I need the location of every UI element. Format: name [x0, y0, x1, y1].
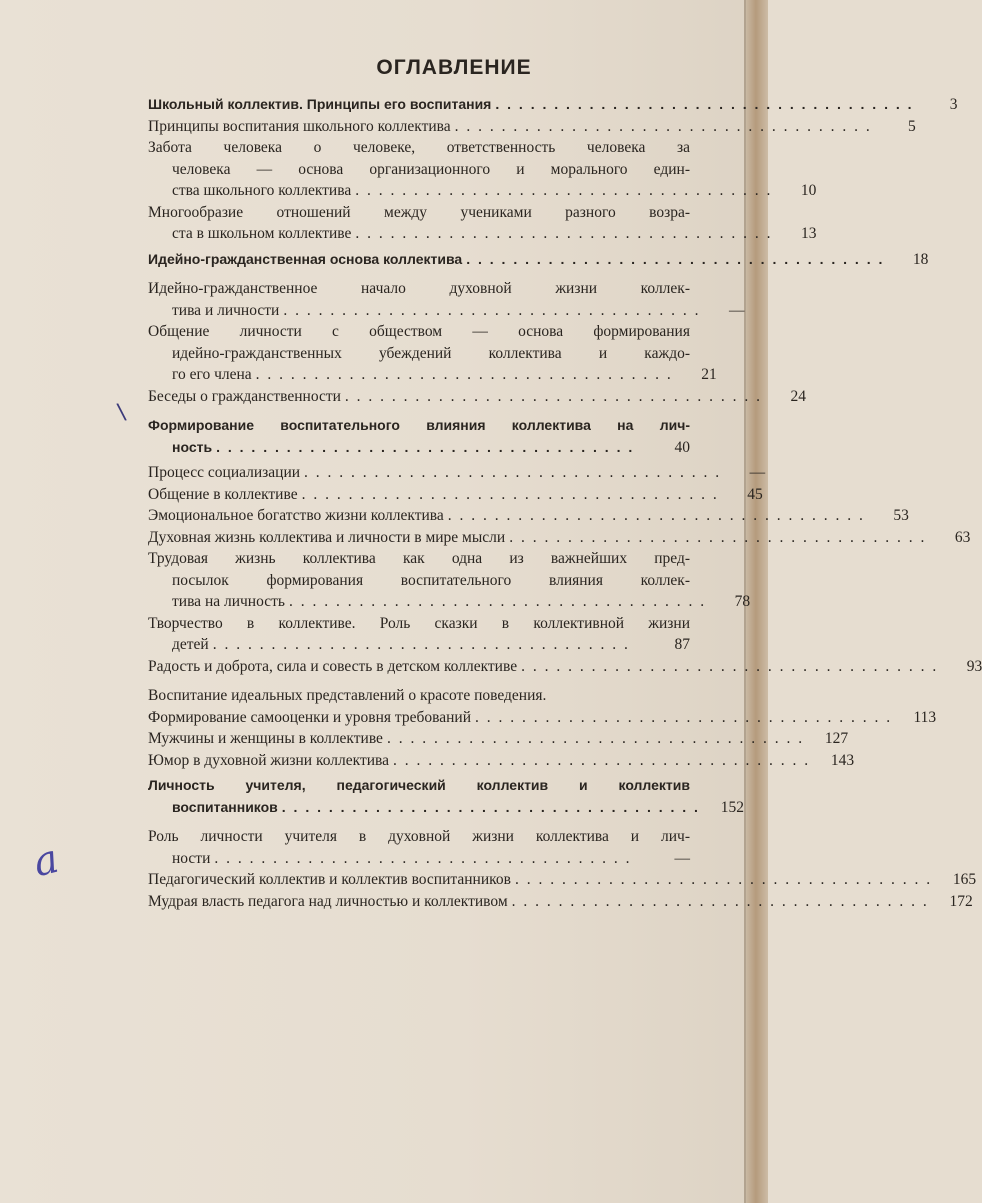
- dot-leader: . . . . . . . . . . . . . . . . . . . . . . . . . . . . . . . . . . . .: [355, 182, 773, 199]
- page-number: 172: [949, 892, 973, 910]
- page-number: 13: [801, 225, 817, 242]
- toc-entry-text: ста в школьном коллективе: [172, 225, 352, 242]
- toc-entry: [148, 278, 745, 321]
- page-number: 21: [701, 366, 717, 383]
- toc-entry-text: Воспитание идеальных представлений о красоте поведения.: [148, 687, 547, 704]
- dot-leader: . . . . . . . . . . . . . . . . . . . . . . . . . . . . . . . . . . . .: [281, 798, 700, 815]
- toc-entry-text: Формирование воспитательного влияния коллектива на лич-: [148, 417, 690, 433]
- page-number: 113: [913, 708, 937, 726]
- toc-entry: [148, 484, 763, 506]
- page-number: 63: [954, 528, 971, 546]
- toc-entry: [148, 775, 744, 818]
- page-title: ОГЛАВЛЕНИЕ: [376, 56, 532, 79]
- toc-entry-text: Эмоциональное богатство жизни коллектива: [148, 507, 444, 524]
- toc-entry-text: ности: [172, 849, 211, 867]
- dot-leader: . . . . . . . . . . . . . . . . . . . . . . . . . . . . . . . . . . . .: [304, 464, 722, 481]
- toc-entry-text: Формирование самооценки и уровня требований: [148, 708, 472, 726]
- toc-entry-text: Многообразие отношений между учениками разного возра-: [148, 203, 690, 221]
- toc-entry-text: Мудрая власть педагога над личностью и коллективом: [148, 892, 508, 910]
- toc-entry-text: Юмор в духовной жизни коллектива: [148, 751, 390, 769]
- toc-entry: [148, 321, 717, 386]
- toc-entry-text: воспитанников: [172, 798, 278, 815]
- toc-entry-text: Личность учителя, педагогический коллектив и коллектив: [148, 777, 690, 793]
- dot-leader: . . . . . . . . . . . . . . . . . . . . . . . . . . . . . . . . . . . .: [393, 751, 811, 769]
- toc-entry-text: человека — основа организационного и морального един-: [172, 160, 690, 178]
- dot-leader: . . . . . . . . . . . . . . . . . . . . . . . . . . . . . . . . . . . .: [344, 387, 763, 405]
- toc-entry: [148, 94, 958, 116]
- toc-entry-text: посылок формирования воспитательного влияния коллек-: [172, 571, 690, 589]
- toc-entry: [148, 548, 751, 613]
- toc-entry-text: Радость и доброта, сила и совесть в детском коллективе: [148, 657, 518, 675]
- toc-entry-text: Творчество в коллективе. Роль сказки в коллективной жизни: [148, 614, 690, 632]
- toc-entry: [148, 750, 855, 772]
- toc-entry: [148, 707, 937, 729]
- dot-leader: . . . . . . . . . . . . . . . . . . . . . . . . . . . . . . . . . . . .: [514, 871, 933, 888]
- page-number: 5: [908, 117, 916, 135]
- page-number: 45: [747, 485, 763, 503]
- toc-entry-text: Беседы о гражданственности: [148, 387, 341, 405]
- page-number: 87: [674, 636, 690, 653]
- toc-entry-text: Идейно-гражданственное начало духовной жизни коллек-: [148, 280, 690, 297]
- toc-entry: [148, 116, 916, 138]
- handwritten-check-mark: \: [115, 399, 128, 426]
- toc-entry: [148, 826, 690, 869]
- dot-leader: . . . . . . . . . . . . . . . . . . . . . . . . . . . . . . . . . . . .: [386, 730, 805, 747]
- toc-entry-text: ность: [172, 438, 213, 455]
- toc-entry-text: Духовная жизнь коллектива и личности в мире мысли: [148, 528, 506, 546]
- dot-leader: . . . . . . . . . . . . . . . . . . . . . . . . . . . . . . . . . . . .: [214, 849, 632, 867]
- toc-entry-text: Идейно-гражданственная основа коллектива: [148, 250, 463, 267]
- page-number: —: [728, 301, 745, 319]
- page-number: 3: [949, 96, 958, 113]
- toc-entry-text: Роль личности учителя в духовной жизни коллектива и лич-: [148, 828, 690, 845]
- dot-leader: . . . . . . . . . . . . . . . . . . . . . . . . . . . . . . . . . . . .: [454, 117, 872, 135]
- toc-entry: [148, 505, 909, 527]
- toc-entry: [148, 869, 977, 891]
- dot-leader: . . . . . . . . . . . . . . . . . . . . . . . . . . . . . . . . . . . .: [447, 507, 865, 524]
- dot-leader: . . . . . . . . . . . . . . . . . . . . . . . . . . . . . . . . . . . .: [288, 593, 707, 610]
- dot-leader: . . . . . . . . . . . . . . . . . . . . . . . . . . . . . . . . . . . .: [475, 708, 893, 726]
- toc-entry: [148, 249, 929, 271]
- dot-leader: . . . . . . . . . . . . . . . . . . . . . . . . . . . . . . . . . . . .: [216, 438, 635, 455]
- page-number: 40: [674, 438, 690, 456]
- toc-entry: [148, 527, 971, 549]
- dot-leader: . . . . . . . . . . . . . . . . . . . . . . . . . . . . . . . . . . . .: [511, 892, 929, 910]
- toc-entry-text: Принципы воспитания школьного коллектива: [148, 117, 451, 135]
- page-number: 24: [790, 387, 807, 405]
- toc-entry: [148, 685, 690, 707]
- dot-leader: . . . . . . . . . . . . . . . . . . . . . . . . . . . . . . . . . . . .: [301, 485, 719, 503]
- toc-entry-text: Общение личности с обществом — основа формирования: [148, 323, 690, 340]
- toc-entry-text: Забота человека о человеке, ответственность человека за: [148, 139, 690, 156]
- dot-leader: . . . . . . . . . . . . . . . . . . . . . . . . . . . . . . . . . . . .: [466, 250, 885, 267]
- toc-entry-text: Процесс социализации: [148, 464, 301, 481]
- page-number: 78: [734, 593, 751, 610]
- toc-entry-text: Педагогический коллектив и коллектив воспитанников: [148, 871, 511, 888]
- toc-entry-text: Общение в коллективе: [148, 485, 298, 503]
- toc-entry-text: Мужчины и женщины в коллективе: [148, 730, 383, 747]
- page-number: 53: [893, 507, 909, 524]
- dot-leader: . . . . . . . . . . . . . . . . . . . . . . . . . . . . . . . . . . . .: [355, 225, 773, 242]
- toc-entry-text: Школьный коллектив. Принципы его воспитания: [148, 96, 492, 112]
- toc-entry: [148, 891, 973, 913]
- toc-entry-text: Трудовая жизнь коллектива как одна из важнейших пред-: [148, 550, 690, 567]
- page-number: 10: [800, 182, 817, 199]
- dot-leader: . . . . . . . . . . . . . . . . . . . . . . . . . . . . . . . . . . . .: [495, 96, 914, 112]
- toc-entry-text: го его члена: [172, 366, 252, 383]
- page-number: —: [749, 464, 766, 481]
- page-number: 143: [830, 751, 855, 769]
- page-number: 165: [952, 871, 977, 888]
- dot-leader: . . . . . . . . . . . . . . . . . . . . . . . . . . . . . . . . . . . .: [212, 636, 630, 653]
- page-number: —: [674, 849, 690, 867]
- toc-entry: [148, 202, 817, 245]
- toc-entry-text: тива и личности: [172, 301, 280, 319]
- toc-entry-text: детей: [172, 636, 209, 653]
- handwritten-letter-mark: а: [28, 835, 64, 887]
- toc-entry: [148, 462, 766, 484]
- toc-entry: [148, 613, 690, 656]
- dot-leader: . . . . . . . . . . . . . . . . . . . . . . . . . . . . . . . . . . . .: [521, 657, 939, 675]
- dot-leader: . . . . . . . . . . . . . . . . . . . . . . . . . . . . . . . . . . . .: [255, 366, 673, 383]
- dot-leader: . . . . . . . . . . . . . . . . . . . . . . . . . . . . . . . . . . . .: [509, 528, 927, 546]
- page-number: 127: [824, 730, 849, 747]
- table-of-contents: [148, 94, 982, 912]
- toc-entry-text: идейно-гражданственных убеждений коллектива и каждо-: [172, 344, 690, 362]
- toc-entry-text: ства школьного коллектива: [172, 182, 352, 199]
- dot-leader: . . . . . . . . . . . . . . . . . . . . . . . . . . . . . . . . . . . .: [283, 301, 701, 319]
- page-number: 18: [912, 250, 929, 268]
- page-number: 93: [966, 657, 982, 675]
- toc-entry: [148, 137, 817, 202]
- toc-entry-text: тива на личность: [172, 593, 285, 610]
- toc-entry: [148, 386, 807, 408]
- toc-entry: [148, 656, 982, 678]
- page-number: 152: [720, 798, 744, 816]
- toc-entry: [148, 415, 690, 458]
- toc-entry: [148, 728, 849, 750]
